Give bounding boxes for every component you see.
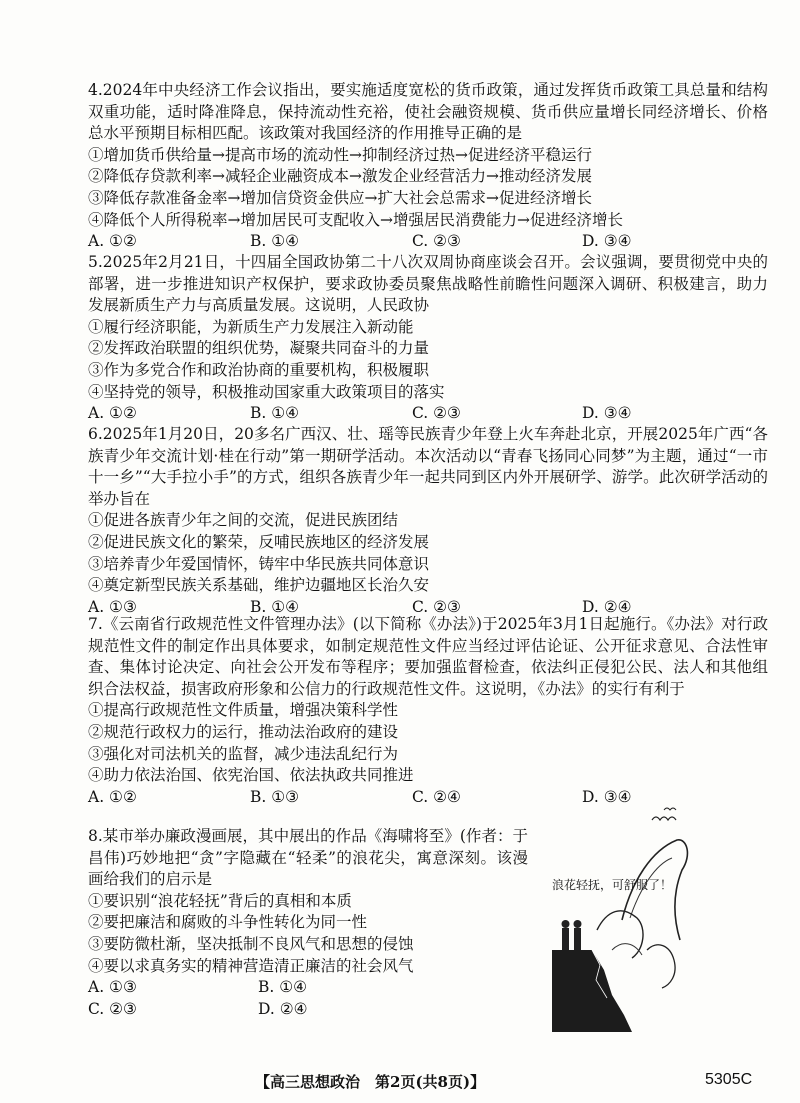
question-8-option-2: ②要把廉洁和腐败的斗争性转化为同一性	[88, 913, 368, 932]
cartoon-caption: 浪花轻抚，可舒服了！	[552, 878, 673, 892]
choice-d: D. ③④	[582, 787, 632, 806]
question-6-stem: 6.2025年1月20日，20多名广西汉、壮、瑶等民族青少年登上火车奔赴北京，开展2025年广西“各族青少年交流计划·桂在行动”第一期研学活动。本次活动以“青春飞扬同心同梦”为主题，通过“一市十一乡”“大手拉小手”的方式，组织各族青少年一起共同到区内外开展研学、游学。此次研学活动的举办旨在	[88, 425, 768, 508]
question-8-option-1: ①要识别“浪花轻抚”背后的真相和本质	[88, 891, 352, 910]
choice-a: A. ①②	[88, 787, 137, 806]
question-5-choices	[88, 403, 768, 425]
choice-c: C. ②④	[412, 787, 461, 806]
choice-b: B. ①④	[250, 597, 300, 616]
choice-d: D. ②④	[582, 597, 632, 616]
choice-d: D. ③④	[582, 232, 632, 251]
question-7-stem: 7.《云南省行政规范性文件管理办法》(以下简称《办法》)于2025年3月1日起施行。《办法》对行政规范性文件的制定作出具体要求，如制定规范性文件应当经过评估论证、公开征求意见、合法性审查、集体讨论决定、向社会公开发布等程序；要加强监督检查，依法纠正侵犯公民、法人和其他组织合法权益，损害政府形象和公信力的行政规范性文件。这说明，《办法》的实行有利于	[88, 615, 768, 698]
question-6-option-4: ④奠定新型民族关系基础，维护边疆地区长治久安	[88, 576, 430, 595]
question-5-option-3: ③作为多党合作和政治协商的重要机构，积极履职	[88, 360, 430, 379]
question-7	[88, 614, 768, 808]
question-6-option-2: ②促进民族文化的繁荣，反哺民族地区的经济发展	[88, 532, 430, 551]
question-5-option-4: ④坚持党的领导，积极推动国家重大政策项目的落实	[88, 382, 445, 401]
choice-c: C. ②③	[412, 232, 461, 251]
footer-title: 【高三思想政治 第2页(共8页)】	[255, 1073, 486, 1091]
choice-c: C. ②③	[412, 597, 461, 616]
question-7-option-3: ③强化对司法机关的监督，减少违法乱纪行为	[88, 744, 399, 763]
question-4-option-2: ②降低存贷款利率→减轻企业融资成本→激发企业经营活力→推动经济发展	[88, 167, 592, 186]
question-6-option-1: ①促进各族青少年之间的交流，促进民族团结	[88, 511, 399, 530]
wave-cliff-drawing	[552, 800, 692, 1032]
question-4	[88, 80, 768, 253]
choice-b: B. ①④	[250, 404, 300, 423]
question-8-option-3: ③要防微杜渐，坚决抵制不良风气和思想的侵蚀	[88, 934, 414, 953]
question-4-stem: 4.2024年中央经济工作会议指出，要实施适度宽松的货币政策，通过发挥货币政策工具总量和结构双重功能，适时降准降息，保持流动性充裕，使社会融资规模、货币供应量增长同经济增长、价格总水平预期目标相匹配。该政策对我国经济的作用推导正确的是	[88, 81, 768, 143]
question-7-option-2: ②规范行政权力的运行，推动法治政府的建设	[88, 722, 399, 741]
question-6-option-3: ③培养青少年爱国情怀，铸牢中华民族共同体意识	[88, 554, 430, 573]
choice-b: B. ①④	[250, 232, 300, 251]
question-5-option-1: ①履行经济职能，为新质生产力发展注入新动能	[88, 317, 414, 336]
question-4-choices	[88, 231, 768, 253]
question-7-option-1: ①提高行政规范性文件质量，增强决策科学性	[88, 701, 399, 720]
question-8-choices-row-2	[88, 999, 528, 1021]
paper-code: 5305C	[705, 1071, 753, 1088]
choice-b: B. ①④	[258, 978, 308, 997]
question-4-option-3: ③降低存款准备金率→增加信贷资金供应→扩大社会总需求→促进经济增长	[88, 188, 592, 207]
choice-d: D. ②④	[258, 999, 308, 1018]
question-5-stem: 5.2025年2月21日，十四届全国政协第二十八次双周协商座谈会召开。会议强调，要贯彻党中央的部署，进一步推进知识产权保护，要求政协委员聚焦战略性前瞻性问题深入调研、积极建言，助力发展新质生产力与高质量发展。这说明，人民政协	[88, 253, 768, 315]
choice-c: C. ②③	[88, 999, 137, 1018]
choice-a: A. ①②	[88, 404, 137, 423]
question-4-option-4: ④降低个人所得税率→增加居民可支配收入→增强居民消费能力→促进经济增长	[88, 210, 623, 229]
question-8-stem: 8.某市举办廉政漫画展，其中展出的作品《海啸将至》(作者：于昌伟)巧妙地把“贪”字隐藏在“轻柔”的浪花尖，寓意深刻。该漫画给我们的启示是	[88, 827, 528, 889]
question-8-option-4: ④要以求真务实的精神营造清正廉洁的社会风气	[88, 956, 414, 975]
question-5-option-2: ②发挥政治联盟的组织优势，凝聚共同奋斗的力量	[88, 339, 430, 358]
choice-d: D. ③④	[582, 404, 632, 423]
question-7-option-4: ④助力依法治国、依宪治国、依法执政共同推进	[88, 766, 414, 785]
cartoon-illustration	[552, 800, 692, 1032]
choice-a: A. ①②	[88, 232, 137, 251]
choice-a: A. ①③	[88, 978, 137, 997]
question-6	[88, 424, 768, 618]
question-8-choices-row-1	[88, 977, 528, 999]
question-5	[88, 252, 768, 425]
question-4-option-1: ①增加货币供给量→提高市场的流动性→抑制经济过热→促进经济平稳运行	[88, 145, 592, 164]
choice-b: B. ①③	[250, 787, 300, 806]
question-8	[88, 826, 528, 1020]
choice-c: C. ②③	[412, 404, 461, 423]
choice-a: A. ①③	[88, 597, 137, 616]
